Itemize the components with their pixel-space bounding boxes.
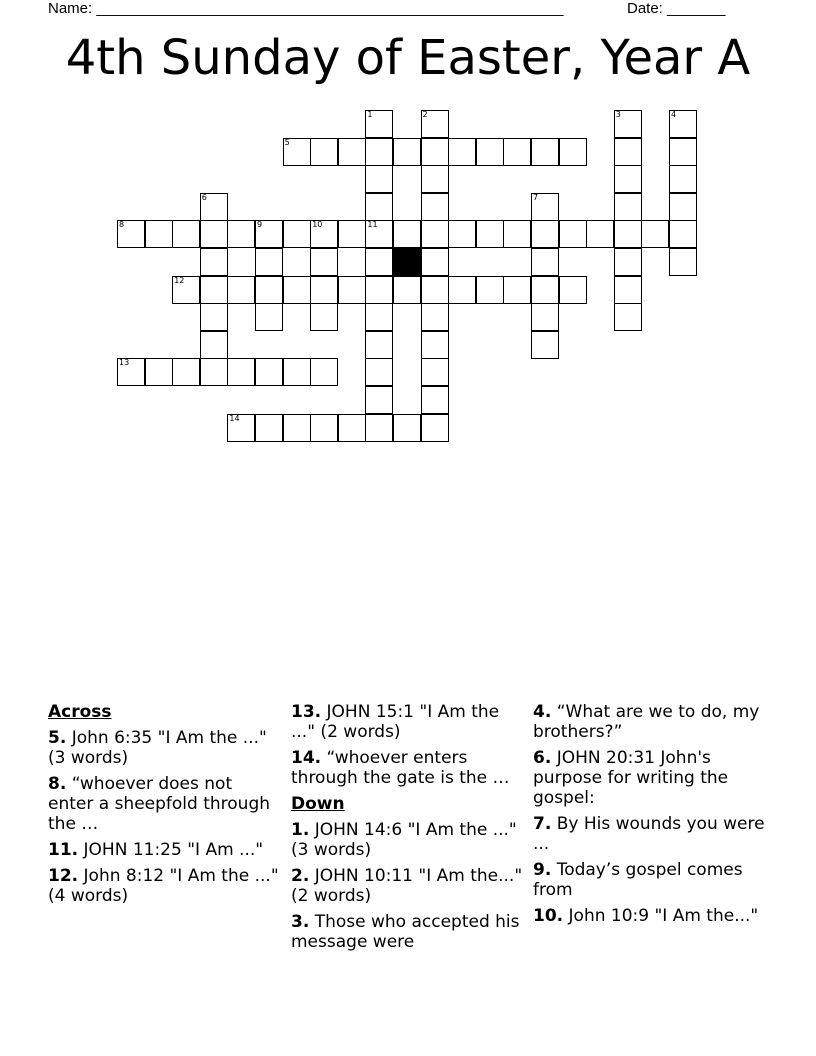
crossword-cell[interactable]	[669, 110, 697, 138]
crossword-cell[interactable]	[614, 276, 642, 304]
crossword-cell[interactable]	[283, 414, 311, 442]
crossword-cell[interactable]	[476, 276, 504, 304]
crossword-cell[interactable]	[200, 220, 228, 248]
clue-down-1: 1. JOHN 14:6 "I Am the ..." (3 words)	[291, 820, 517, 860]
clues-column-2	[291, 702, 523, 958]
crossword-cell[interactable]	[200, 303, 228, 331]
crossword-cell[interactable]	[531, 193, 559, 221]
crossword-cell[interactable]	[614, 165, 642, 193]
crossword-cell[interactable]	[227, 220, 255, 248]
crossword-cell[interactable]	[365, 331, 393, 359]
crossword-cell[interactable]	[145, 220, 173, 248]
crossword-cell[interactable]	[393, 414, 421, 442]
crossword-cell[interactable]	[421, 110, 449, 138]
crossword-cell[interactable]	[255, 276, 283, 304]
crossword-cell[interactable]	[283, 220, 311, 248]
crossword-cell[interactable]	[145, 358, 173, 386]
clue-across-14: 14. “whoever enters through the gate is the …	[291, 748, 510, 788]
clue-down-2: 2. JOHN 10:11 "I Am the..." (2 words)	[291, 866, 523, 906]
crossword-cell[interactable]	[283, 276, 311, 304]
crossword-cell[interactable]	[421, 220, 449, 248]
crossword-cell[interactable]	[448, 220, 476, 248]
crossword-cell[interactable]	[421, 276, 449, 304]
crossword-cell[interactable]	[421, 358, 449, 386]
crossword-cell[interactable]	[503, 138, 531, 166]
crossword-cell[interactable]	[531, 220, 559, 248]
crossword-cell[interactable]	[338, 138, 366, 166]
crossword-cell[interactable]	[310, 414, 338, 442]
clue-across-8: 8. “whoever does not enter a sheepfold through the …	[48, 774, 271, 834]
crossword-cell[interactable]	[559, 276, 587, 304]
crossword-cell[interactable]	[310, 358, 338, 386]
crossword-cell[interactable]	[448, 276, 476, 304]
crossword-cell[interactable]	[255, 414, 283, 442]
crossword-cell[interactable]	[200, 248, 228, 276]
crossword-cell[interactable]	[421, 331, 449, 359]
crossword-cell[interactable]	[586, 220, 614, 248]
down-heading: Down	[291, 794, 345, 814]
clue-number: 9	[257, 220, 263, 230]
clue-number: 2	[422, 110, 428, 119]
crossword-cell[interactable]	[559, 138, 587, 166]
crossword-cell[interactable]	[641, 220, 669, 248]
crossword-cell[interactable]	[310, 220, 338, 248]
crossword-cell[interactable]	[365, 165, 393, 193]
clue-down-10: 10. John 10:9 "I Am the..."	[533, 906, 759, 926]
crossword-cell[interactable]	[531, 248, 559, 276]
clue-number: 14	[229, 413, 240, 423]
crossword-cell[interactable]	[255, 220, 283, 248]
crossword-cell[interactable]	[421, 414, 449, 442]
crossword-cell[interactable]	[421, 386, 449, 414]
crossword-cell[interactable]	[365, 276, 393, 304]
clue-number: 7	[533, 192, 539, 202]
clue-number: 5	[284, 137, 290, 147]
crossword-cell[interactable]	[393, 220, 421, 248]
clue-number: 4	[671, 110, 677, 119]
crossword-cell[interactable]	[255, 358, 283, 386]
clue-number: 11	[367, 220, 378, 230]
crossword-cell[interactable]	[283, 138, 311, 166]
crossword-cell[interactable]	[172, 276, 200, 304]
crossword-cell[interactable]	[669, 193, 697, 221]
crossword-cell[interactable]	[255, 303, 283, 331]
crossword-cell[interactable]	[531, 276, 559, 304]
crossword-cell[interactable]	[365, 386, 393, 414]
crossword-cell[interactable]	[669, 165, 697, 193]
crossword-cell[interactable]	[365, 414, 393, 442]
crossword-cell[interactable]	[421, 248, 449, 276]
crossword-cell[interactable]	[200, 358, 228, 386]
crossword-cell[interactable]	[503, 276, 531, 304]
crossword-cell[interactable]	[393, 138, 421, 166]
crossword-cell[interactable]	[227, 414, 255, 442]
crossword-cell[interactable]	[669, 220, 697, 248]
clue-number: 10	[312, 220, 323, 230]
crossword-cell[interactable]	[669, 248, 697, 276]
crossword-cell[interactable]	[421, 165, 449, 193]
clue-across-12: 12. John 8:12 "I Am the ..." (4 words)	[48, 866, 279, 906]
crossword-cell[interactable]	[531, 303, 559, 331]
clue-across-5: 5. John 6:35 "I Am the ..." (3 words)	[48, 728, 267, 768]
blocked-cell	[393, 248, 421, 276]
crossword-cell[interactable]	[365, 358, 393, 386]
clue-number: 12	[174, 275, 185, 285]
crossword-cell[interactable]	[283, 358, 311, 386]
clue-number: 1	[367, 110, 373, 119]
crossword-cell[interactable]	[338, 414, 366, 442]
clue-down-6: 6. JOHN 20:31 John's purpose for writing the gospel:	[533, 748, 729, 808]
clue-number: 13	[119, 358, 130, 368]
crossword-cell[interactable]	[310, 248, 338, 276]
crossword-cell[interactable]	[200, 193, 228, 221]
name-field-label: Name: ________________________________________________________	[48, 0, 564, 17]
clue-down-3: 3. Those who accepted his message were	[291, 912, 520, 952]
crossword-cell[interactable]	[365, 303, 393, 331]
clue-number: 8	[119, 220, 125, 230]
crossword-cell[interactable]	[421, 193, 449, 221]
across-heading: Across	[48, 702, 112, 722]
crossword-grid	[0, 0, 816, 460]
crossword-cell[interactable]	[614, 220, 642, 248]
clue-across-11: 11. JOHN 11:25 "I Am ..."	[48, 840, 264, 860]
crossword-cell[interactable]	[531, 138, 559, 166]
crossword-cell[interactable]	[310, 276, 338, 304]
crossword-cell[interactable]	[172, 220, 200, 248]
page-title: 4th Sunday of Easter, Year A	[65, 30, 751, 86]
crossword-cell[interactable]	[200, 276, 228, 304]
crossword-cell[interactable]	[310, 138, 338, 166]
crossword-cell[interactable]	[255, 248, 283, 276]
crossword-cell[interactable]	[531, 331, 559, 359]
crossword-cell[interactable]	[365, 193, 393, 221]
clue-down-7: 7. By His wounds you were ...	[533, 814, 765, 854]
crossword-cell[interactable]	[310, 303, 338, 331]
crossword-cell[interactable]	[117, 220, 145, 248]
crossword-cell[interactable]	[172, 358, 200, 386]
clue-down-9: 9. Today’s gospel comes from	[533, 860, 743, 900]
crossword-cell[interactable]	[614, 248, 642, 276]
crossword-cell[interactable]	[503, 220, 531, 248]
crossword-cell[interactable]	[476, 138, 504, 166]
crossword-cell[interactable]	[227, 276, 255, 304]
crossword-cell[interactable]	[338, 220, 366, 248]
crossword-cell[interactable]	[117, 358, 145, 386]
crossword-cell[interactable]	[614, 110, 642, 138]
crossword-cell[interactable]	[200, 331, 228, 359]
crossword-cell[interactable]	[614, 138, 642, 166]
clue-down-4: 4. “What are we to do, my brothers?”	[533, 702, 760, 742]
crossword-cell[interactable]	[669, 138, 697, 166]
crossword-cell[interactable]	[338, 276, 366, 304]
crossword-cell[interactable]	[476, 220, 504, 248]
crossword-cell[interactable]	[614, 193, 642, 221]
crossword-cell[interactable]	[393, 276, 421, 304]
crossword-cell[interactable]	[365, 220, 393, 248]
date-field-label: Date: _______	[627, 0, 726, 17]
clues-column-1	[48, 702, 280, 912]
crossword-cell[interactable]	[365, 138, 393, 166]
clues-column-3	[533, 702, 765, 932]
crossword-cell[interactable]	[421, 138, 449, 166]
clue-number: 6	[201, 192, 207, 202]
clue-number: 3	[615, 110, 621, 119]
crossword-cell[interactable]	[559, 220, 587, 248]
crossword-cell[interactable]	[365, 110, 393, 138]
crossword-cell[interactable]	[421, 303, 449, 331]
crossword-cell[interactable]	[448, 138, 476, 166]
crossword-cell[interactable]	[365, 248, 393, 276]
crossword-cell[interactable]	[227, 358, 255, 386]
clue-across-13: 13. JOHN 15:1 "I Am the ..." (2 words)	[291, 702, 500, 742]
crossword-cell[interactable]	[614, 303, 642, 331]
